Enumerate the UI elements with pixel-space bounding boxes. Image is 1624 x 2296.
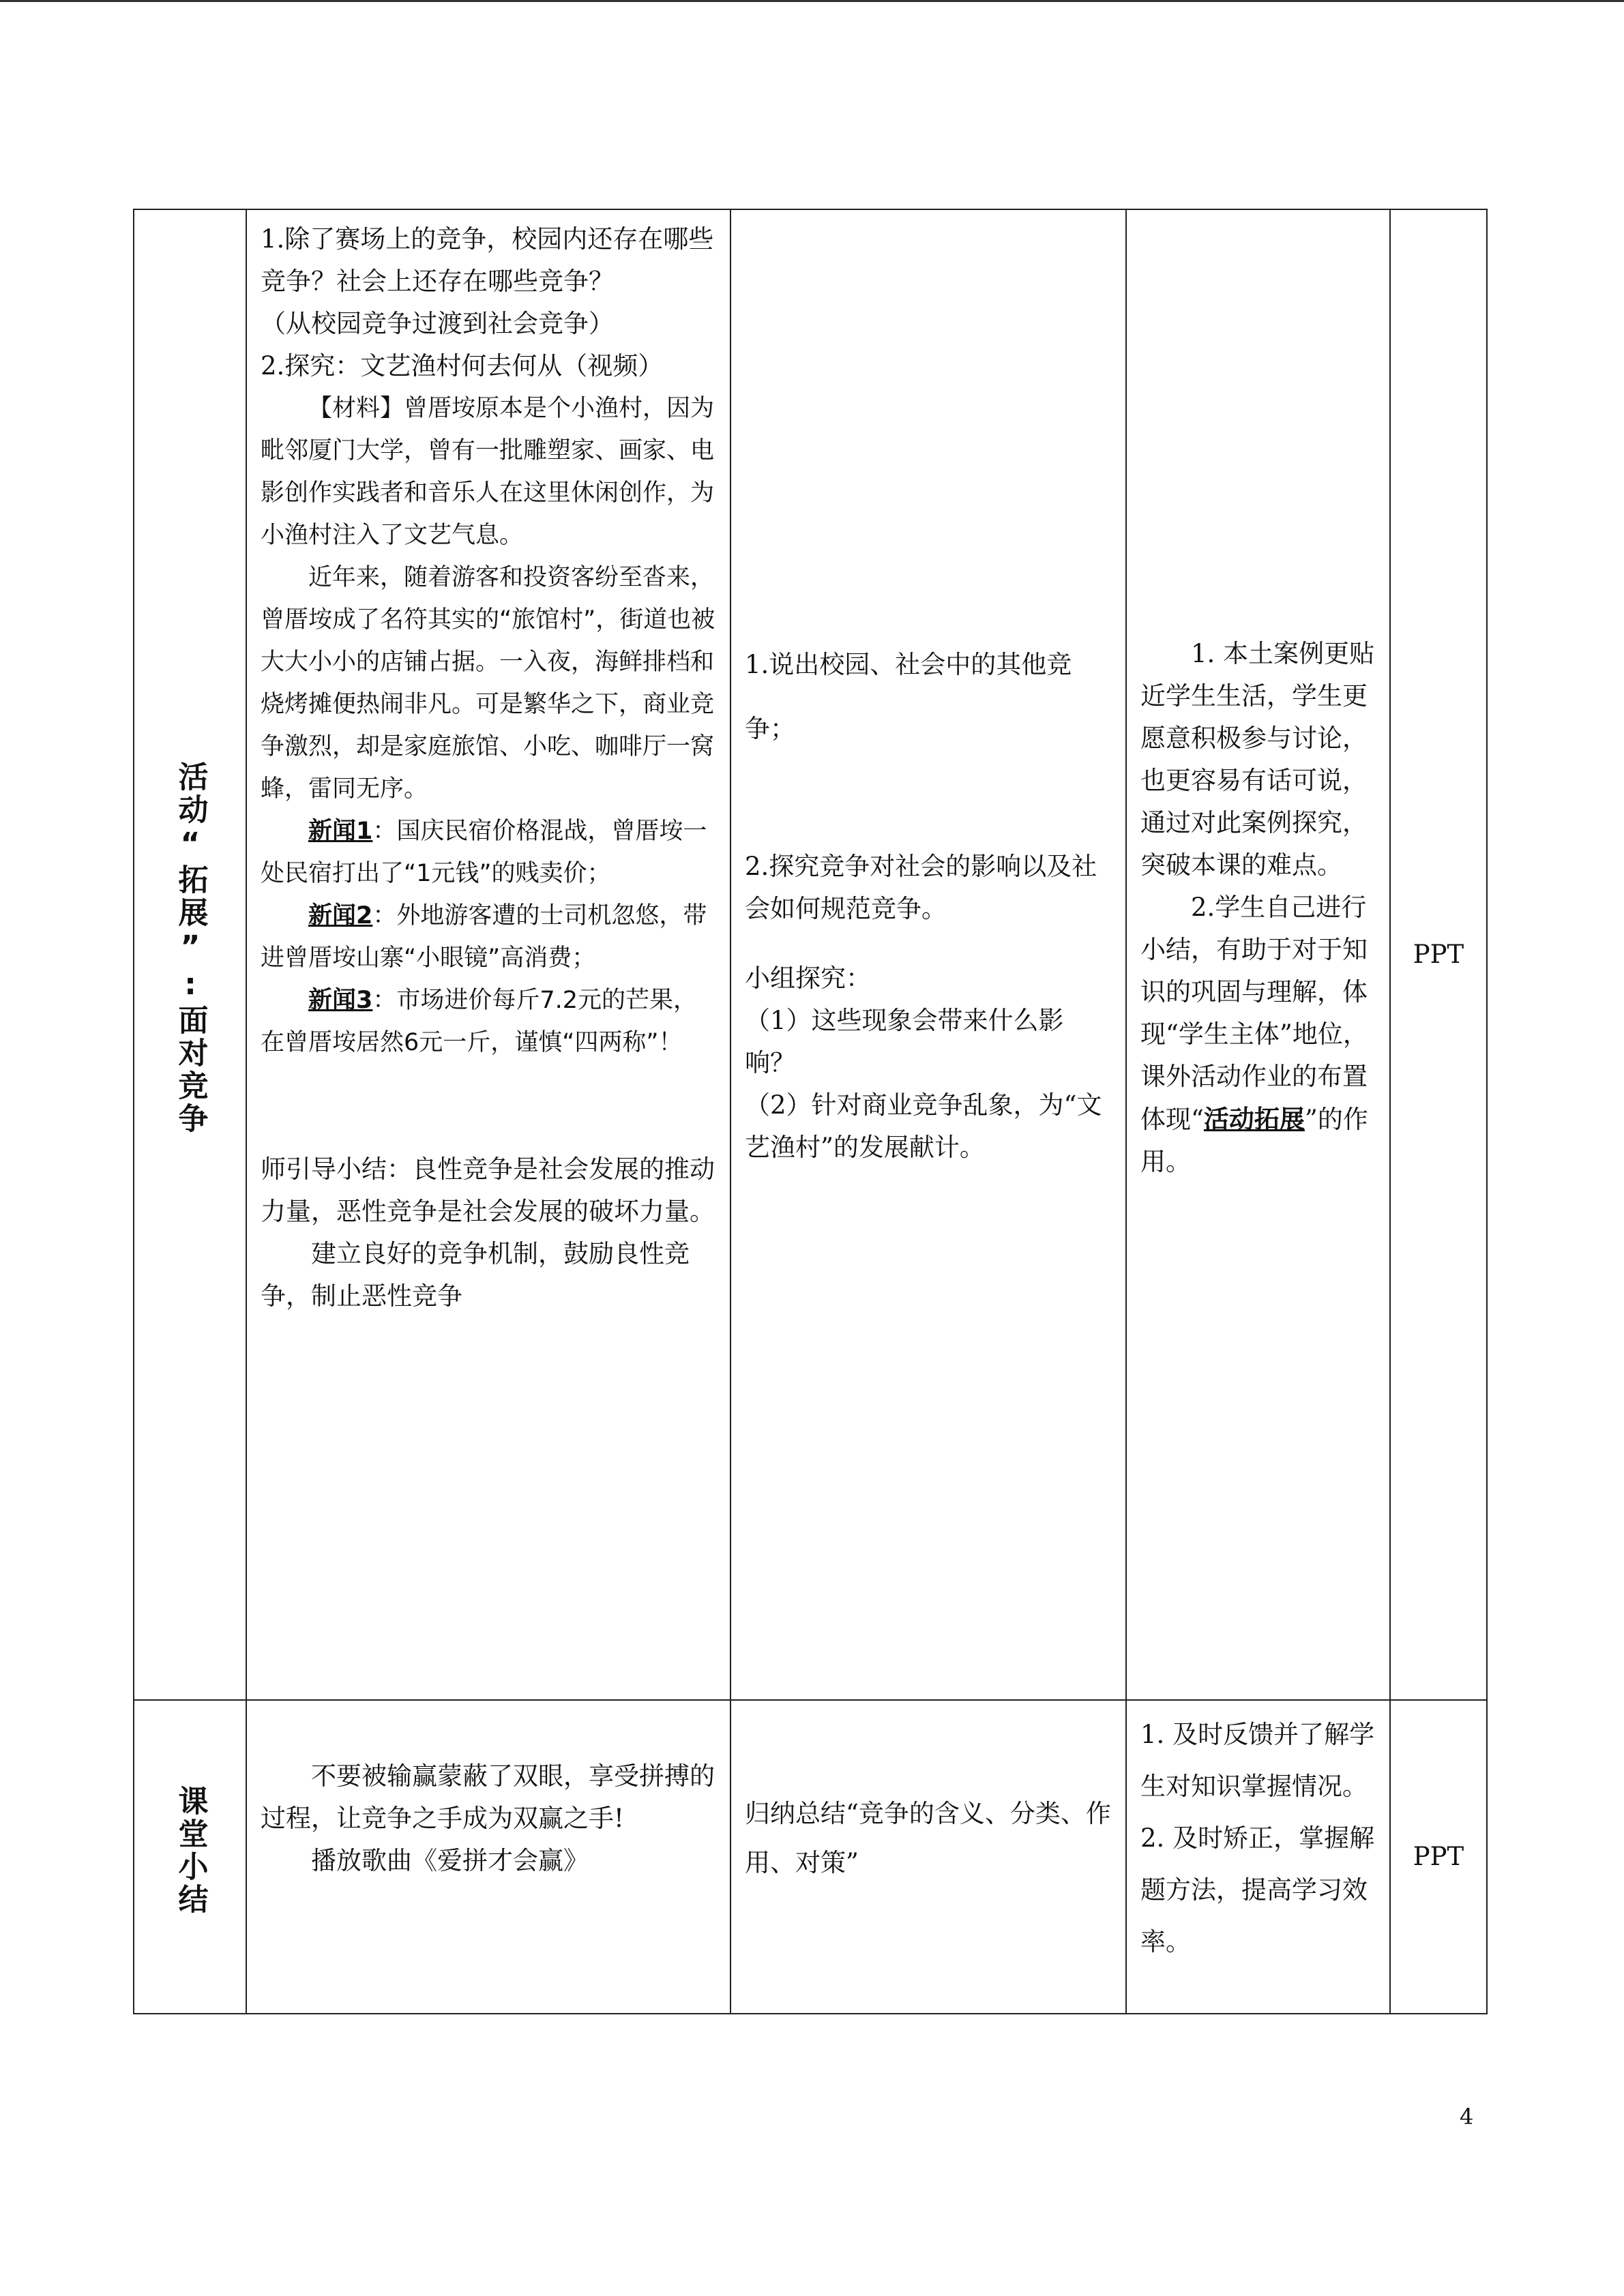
student-activity-cell — [730, 209, 1126, 1700]
news-3-label: 新闻3 — [308, 987, 373, 1014]
material-paragraph-2: 近年来，随着游客和投资客纷至沓来，曾厝垵成了名符其实的“旅馆村”，街道也被大大小小的店铺占据。一入夜，海鲜排档和烧烤摊便热闹非凡。可是繁华之下，商业竞争激烈，却是家庭旅馆、小吃、咖啡厅一窝蜂，雷同无序。 — [261, 564, 715, 803]
material-text-1: 曾厝垵原本是个小渔村，因为毗邻厦门大学，曾有一批雕塑家、画家、电影创作实践者和音乐人在这里休闲创作，为小渔村注入了文艺气息。 — [261, 395, 715, 549]
student-summary: 归纳总结“竞争的含义、分类、作用、对策” — [745, 1799, 1111, 1877]
teacher-activity-cell — [246, 1700, 730, 2014]
intent-2 — [1140, 886, 1377, 1183]
intent-1: 1. 本土案例更贴近学生生活，学生更愿意积极参与讨论，也更容易有话可说，通过对此案例探究，突破本课的难点。 — [1140, 639, 1375, 880]
media-cell — [1390, 209, 1487, 1700]
song-text: 播放歌曲《爱拼才会赢》 — [311, 1846, 589, 1875]
stage-title: 课堂小结 — [173, 1785, 208, 1916]
lesson-plan-table — [133, 209, 1488, 2014]
table-row-activity — [134, 209, 1487, 1700]
group-question-1: （1）这些现象会带来什么影响？ — [745, 1006, 1064, 1077]
teacher-question-1: 1.除了赛场上的竞争，校园内还存在哪些竞争？社会上还存在哪些竞争？ — [261, 224, 714, 296]
intent-feedback: 1. 及时反馈并了解学生对知识掌握情况。 — [1140, 1720, 1375, 1801]
teacher-summary: 师引导小结：良性竞争是社会发展的推动力量，恶性竞争是社会发展的破坏力量。 — [261, 1154, 715, 1226]
material-paragraph-1 — [261, 387, 718, 556]
intent-2-pre: 2.学生自己进行小结，有助于对于知识的巩固与理解，体现“学生主体”地位，课外活动作业的布置体现“ — [1140, 893, 1368, 1134]
stage-cell — [134, 1700, 246, 2014]
explore-title: 2.探究：文艺渔村何去何从（视频） — [261, 351, 664, 381]
media-label: PPT — [1413, 940, 1464, 969]
intent-2-post: ”的作用。 — [1140, 1105, 1368, 1176]
top-border-line — [0, 0, 1624, 2]
student-task-1: 1.说出校园、社会中的其他竞争； — [745, 650, 1072, 743]
teacher-activity-cell — [246, 209, 730, 1700]
intent-2-bold: 活动拓展 — [1203, 1104, 1305, 1134]
intent-correct: 2. 及时矫正，掌握解题方法，提高学习效率。 — [1140, 1823, 1375, 1956]
table-row-summary — [134, 1700, 1487, 2014]
news-2-text: ：外地游客遭的士司机忽悠，带进曾厝垵山寨“小眼镜”高消费； — [261, 902, 707, 972]
summary-text: 不要被输赢蒙蔽了双眼，享受拼搏的过程，让竞争之手成为双赢之手! — [261, 1761, 715, 1833]
news-2-label: 新闻2 — [308, 902, 373, 929]
group-question-2: （2）针对商业竞争乱象，为“文艺渔村”的发展献计。 — [745, 1090, 1102, 1162]
teacher-transition: （从校园竞争过渡到社会竞争） — [261, 309, 614, 338]
student-activity-cell — [730, 1700, 1126, 2014]
page-number: 4 — [1460, 2104, 1474, 2130]
group-inquiry-label: 小组探究： — [745, 964, 871, 993]
design-intent-cell — [1126, 209, 1390, 1700]
material-tag: 【材料】 — [308, 395, 404, 422]
teacher-mechanism: 建立良好的竞争机制，鼓励良性竞争，制止恶性竞争 — [261, 1239, 690, 1311]
stage-cell — [134, 209, 246, 1700]
stage-title: 活动“拓展”:面对竞争 — [173, 761, 208, 1135]
student-task-2: 2.探究竞争对社会的影响以及社会如何规范竞争。 — [745, 852, 1097, 923]
news-3 — [261, 979, 718, 1064]
media-cell — [1390, 1700, 1487, 2014]
news-1-text: ：国庆民宿价格混战，曾厝垵一处民宿打出了“1元钱”的贱卖价； — [261, 818, 707, 887]
news-1-label: 新闻1 — [308, 818, 373, 845]
news-3-text: ：市场进价每斤7.2元的芒果，在曾厝垵居然6元一斤，谨慎“四两称”！ — [261, 987, 698, 1056]
media-label: PPT — [1413, 1842, 1464, 1871]
news-2 — [261, 895, 718, 979]
design-intent-cell — [1126, 1700, 1390, 2014]
news-1 — [261, 810, 718, 895]
